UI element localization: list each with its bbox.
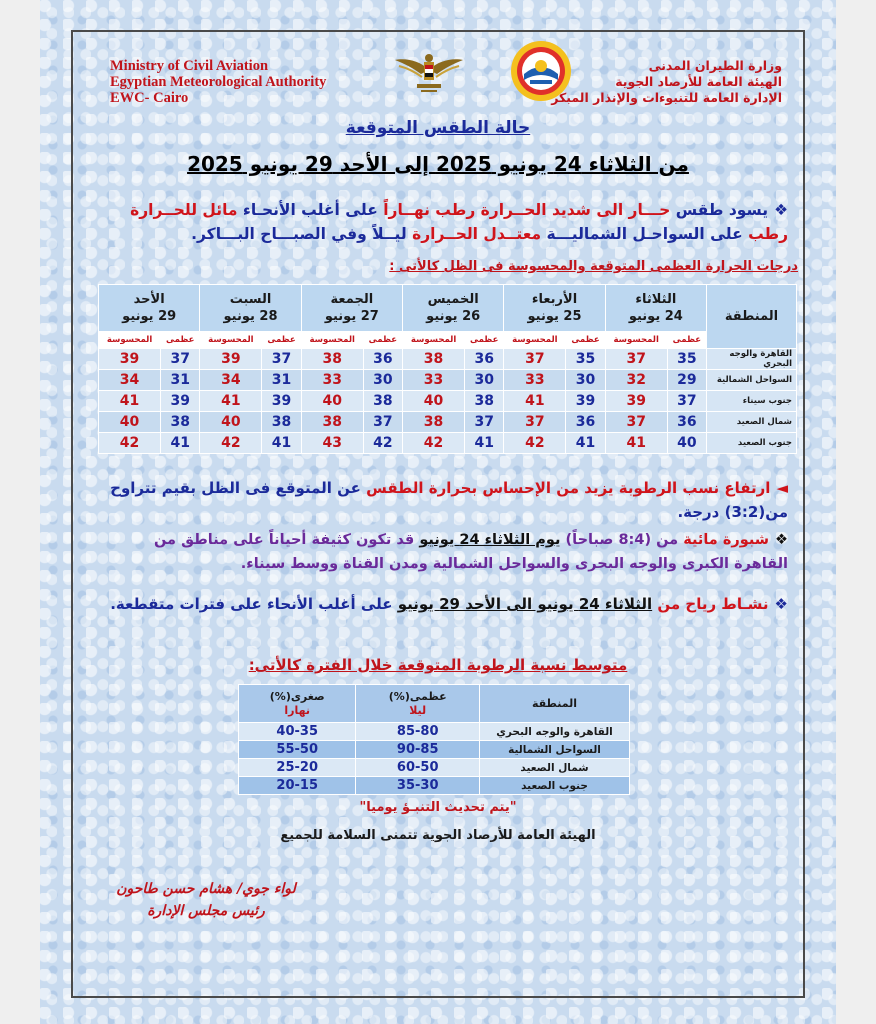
- max-temp-cell: 37: [363, 412, 402, 433]
- max-temp-cell: 30: [363, 370, 402, 391]
- max-temp-cell: 39: [566, 391, 605, 412]
- max-humidity-cell: 60-50: [356, 759, 480, 777]
- feel-temp-cell: 42: [99, 433, 161, 454]
- max-label: عظمى: [566, 332, 605, 349]
- max-temp-cell: 38: [262, 412, 301, 433]
- table-row: [99, 433, 797, 454]
- region-name: القاهرة والوجه البحري: [707, 349, 797, 370]
- day-name: السبت: [229, 292, 272, 307]
- temperature-table-caption: درجات الحرارة العظمى المتوقعة والمحسوسة فى الظل كالأتى :: [389, 259, 798, 274]
- min-humidity-cell: 25-20: [239, 759, 356, 777]
- max-temp-cell: 36: [566, 412, 605, 433]
- table-row: [99, 349, 797, 370]
- feel-label: المحسوسة: [403, 332, 465, 349]
- english-header: [110, 58, 326, 106]
- region-name: جنوب الصعيد: [480, 777, 630, 795]
- min-humidity-cell: 40-35: [239, 723, 356, 741]
- ministry-name: Ministry of Civil Aviation: [110, 58, 269, 74]
- min-humidity-cell: 55-50: [239, 741, 356, 759]
- max-temp-cell: 31: [161, 370, 200, 391]
- triangle-bullet-icon: ◄: [776, 479, 788, 497]
- max-temp-cell: 41: [465, 433, 504, 454]
- max-label: عظمى: [667, 332, 706, 349]
- safety-wishes: الهيئة العامة للأرصاد الجوية تتمنى السلامة للجميع: [280, 828, 596, 843]
- authority-name: Egyptian Meteorological Authority: [110, 74, 327, 90]
- day-name: الأحد: [133, 292, 165, 307]
- day-name: الجمعة: [330, 292, 374, 307]
- max-temp-cell: 40: [667, 433, 706, 454]
- max-temp-cell: 35: [667, 349, 706, 370]
- max-humidity-header: عظمى(%) ليلا: [356, 685, 480, 723]
- feel-label: المحسوسة: [504, 332, 566, 349]
- table-row: [99, 391, 797, 412]
- feel-temp-cell: 42: [504, 433, 566, 454]
- max-label: عظمى: [363, 332, 402, 349]
- feel-temp-cell: 37: [504, 349, 566, 370]
- max-temp-cell: 37: [262, 349, 301, 370]
- feel-temp-cell: 37: [605, 349, 667, 370]
- document-title: حالة الطقس المتوقعة: [345, 118, 531, 138]
- ministry-name-ar: وزارة الطيران المدنى: [648, 58, 782, 73]
- day-header: [403, 285, 504, 332]
- department-name-ar: الإدارة العامة للتنبوءات والإنذار المبكر: [551, 90, 782, 105]
- feel-temp-cell: 34: [200, 370, 262, 391]
- max-temp-cell: 30: [465, 370, 504, 391]
- day-date: 25 يونيو: [527, 309, 582, 324]
- max-label: عظمى: [262, 332, 301, 349]
- max-temp-cell: 42: [363, 433, 402, 454]
- max-temp-cell: 30: [566, 370, 605, 391]
- max-temp-cell: 31: [262, 370, 301, 391]
- feel-temp-cell: 39: [605, 391, 667, 412]
- day-date: 24 يونيو: [628, 309, 683, 324]
- table-row: [239, 777, 630, 795]
- region-name: شمال الصعيد: [707, 412, 797, 433]
- feel-temp-cell: 38: [403, 412, 465, 433]
- feel-temp-cell: 41: [605, 433, 667, 454]
- feel-temp-cell: 41: [504, 391, 566, 412]
- feel-temp-cell: 39: [99, 349, 161, 370]
- fog-note: ❖شبورة مائية من (8:4 صباحاً) يوم الثلاثاء 24 يونيو قد تكون كثيفة أحياناً على مناطق من القاهرة الكبرى والوجه البحرى والسواحل الشمالية ومدن القناة ووسط سيناء.: [154, 532, 788, 572]
- day-header: [605, 285, 706, 332]
- region-name: جنوب الصعيد: [707, 433, 797, 454]
- summary-paragraph: ❖يسود طقس حـــار الى شديد الحــرارة رطب نهــاراً على أغلب الأنحـاء مائل للحــرارة رطب على السواحـل الشماليـــة معتــدل الحــرارة ليــلاً وفي الصبـــاح البـــاكر.: [130, 201, 788, 243]
- max-temp-cell: 38: [363, 391, 402, 412]
- humidity-table-caption: متوسط نسبة الرطوبة المتوقعة خلال الفترة كالأتى:: [248, 656, 628, 674]
- region-name: السواحل الشمالية: [707, 370, 797, 391]
- feel-temp-cell: 33: [403, 370, 465, 391]
- day-name: الخميس: [427, 292, 479, 307]
- feel-temp-cell: 33: [301, 370, 363, 391]
- feel-temp-cell: 41: [99, 391, 161, 412]
- max-humidity-cell: 90-85: [356, 741, 480, 759]
- feel-temp-cell: 39: [200, 349, 262, 370]
- max-temp-cell: 29: [667, 370, 706, 391]
- diamond-bullet-icon: ❖: [774, 595, 788, 613]
- max-temp-cell: 41: [161, 433, 200, 454]
- max-temp-cell: 35: [566, 349, 605, 370]
- feel-label: المحسوسة: [200, 332, 262, 349]
- temperature-table: [98, 284, 797, 454]
- day-header: [301, 285, 402, 332]
- feel-temp-cell: 32: [605, 370, 667, 391]
- center-name: EWC- Cairo: [110, 90, 189, 106]
- feel-temp-cell: 40: [200, 412, 262, 433]
- max-temp-cell: 36: [363, 349, 402, 370]
- table-row: [239, 741, 630, 759]
- max-temp-cell: 39: [262, 391, 301, 412]
- humidity-note: ◄ارتفاع نسب الرطوبة يزيد من الإحساس بحرارة الطقس عن المتوقع فى الظل بقيم تتراوح من(3:2) درجة.: [110, 479, 788, 521]
- feel-temp-cell: 38: [301, 412, 363, 433]
- max-temp-cell: 37: [465, 412, 504, 433]
- feel-label: المحسوسة: [605, 332, 667, 349]
- wind-note: ❖نشـاط رياح من الثلاثاء 24 يونيو الى الأحد 29 يونيو على أغلب الأنحاء على فترات متقطعة.: [110, 595, 788, 613]
- feel-label: المحسوسة: [99, 332, 161, 349]
- feel-temp-cell: 40: [403, 391, 465, 412]
- region-name: شمال الصعيد: [480, 759, 630, 777]
- day-name: الثلاثاء: [635, 292, 677, 307]
- max-humidity-cell: 85-80: [356, 723, 480, 741]
- max-temp-cell: 38: [465, 391, 504, 412]
- day-date: 26 يونيو: [426, 309, 481, 324]
- feel-temp-cell: 40: [301, 391, 363, 412]
- day-header: [99, 285, 200, 332]
- table-row: [239, 723, 630, 741]
- min-humidity-header: صغرى(%) نهارا: [239, 685, 356, 723]
- signatory-title: رئيس مجلس الإدارة: [147, 903, 265, 919]
- feel-temp-cell: 42: [403, 433, 465, 454]
- max-label: عظمى: [161, 332, 200, 349]
- max-temp-cell: 36: [667, 412, 706, 433]
- max-temp-cell: 39: [161, 391, 200, 412]
- forecast-period: من الثلاثاء 24 يونيو 2025 إلى الأحد 29 يونيو 2025: [187, 152, 689, 176]
- min-humidity-cell: 20-15: [239, 777, 356, 795]
- day-date: 28 يونيو: [223, 309, 278, 324]
- day-date: 27 يونيو: [324, 309, 379, 324]
- feel-temp-cell: 33: [504, 370, 566, 391]
- feel-temp-cell: 37: [605, 412, 667, 433]
- table-row: [99, 370, 797, 391]
- region-name: القاهرة والوجه البحري: [480, 723, 630, 741]
- max-humidity-cell: 35-30: [356, 777, 480, 795]
- signature-block: [96, 878, 316, 922]
- humidity-table: [238, 684, 630, 795]
- feel-label: المحسوسة: [301, 332, 363, 349]
- daily-update-note: "يتم تحديث التنبـؤ يوميا": [359, 800, 517, 815]
- day-header: [504, 285, 605, 332]
- max-temp-cell: 36: [465, 349, 504, 370]
- region-name: السواحل الشمالية: [480, 741, 630, 759]
- feel-temp-cell: 42: [200, 433, 262, 454]
- region-header: المنطقة: [480, 685, 630, 723]
- day-header: [200, 285, 301, 332]
- diamond-bullet-icon: ❖: [774, 201, 788, 219]
- table-row: [99, 412, 797, 433]
- feel-temp-cell: 43: [301, 433, 363, 454]
- authority-name-ar: الهيئة العامة للأرصاد الجوية: [615, 74, 782, 89]
- feel-temp-cell: 40: [99, 412, 161, 433]
- feel-temp-cell: 38: [403, 349, 465, 370]
- max-temp-cell: 38: [161, 412, 200, 433]
- diamond-bullet-icon: ❖: [775, 532, 788, 548]
- feel-temp-cell: 38: [301, 349, 363, 370]
- egypt-eagle-wings-emblem-icon: [393, 48, 465, 98]
- max-temp-cell: 41: [566, 433, 605, 454]
- max-temp-cell: 37: [161, 349, 200, 370]
- max-temp-cell: 41: [262, 433, 301, 454]
- day-name: الأربعاء: [531, 292, 578, 307]
- feel-temp-cell: 41: [200, 391, 262, 412]
- feel-temp-cell: 34: [99, 370, 161, 391]
- signatory-name: لواء جوي/ هشام حسن طاحون: [116, 881, 296, 897]
- max-temp-cell: 37: [667, 391, 706, 412]
- region-header: المنطقة: [707, 285, 797, 349]
- feel-temp-cell: 37: [504, 412, 566, 433]
- region-name: جنوب سيناء: [707, 391, 797, 412]
- table-row: [239, 759, 630, 777]
- day-date: 29 يونيو: [122, 309, 177, 324]
- max-label: عظمى: [465, 332, 504, 349]
- arabic-header: [542, 58, 782, 106]
